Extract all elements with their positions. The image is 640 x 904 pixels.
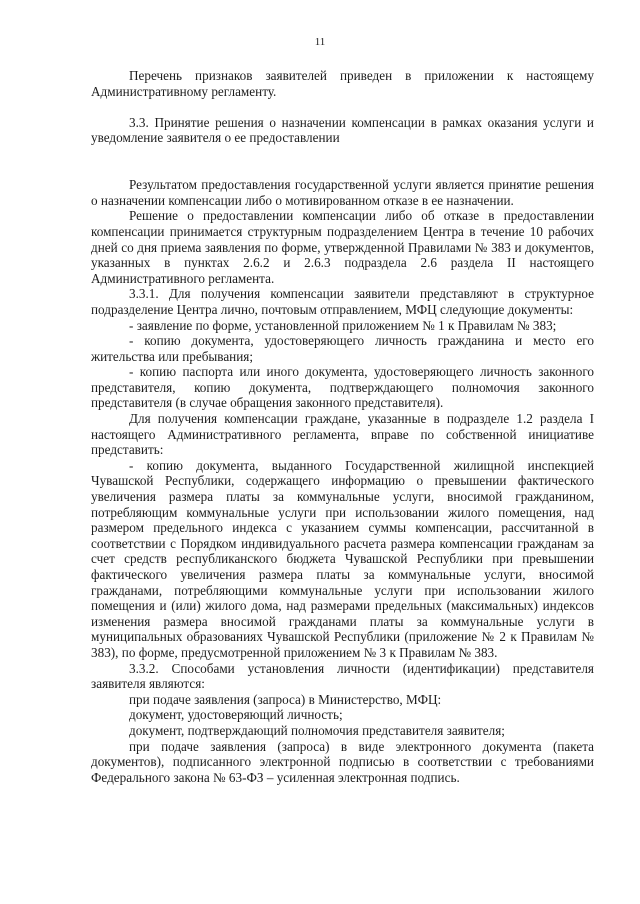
paragraph-authority-document: документ, подтверждающий полномочия представителя заявителя; xyxy=(129,722,505,738)
paragraph-electronic: при подаче заявления (запроса) в виде электронного документа (пакета документов), подписанного электронной подписью в соответствии с требованиями Федерального закона № 63-ФЗ – усиленная электронная подпись. xyxy=(91,738,594,785)
paragraph-optional-docs: Для получения компенсации граждане, указанные в подразделе 1.2 раздела I настоящего Административного регламента, вправе по собственной инициативе представить: xyxy=(91,411,594,458)
list-item-passport-copy: - копию паспорта или иного документа, удостоверяющего личность законного представителя, копию документа, подтверждающего полномочия законного представителя (в случае обращения законного представителя). xyxy=(91,364,594,411)
list-item-id-copy: - копию документа, удостоверяющего личность гражданина и место его жительства или пребывания; xyxy=(91,333,594,364)
paragraph-decision: Решение о предоставлении компенсации либо об отказе в предоставлении компенсации принимается структурным подразделением Центра в течение 10 рабочих дней со дня приема заявления по форме, утвержденной Правилами № 383 и документов, указанных в пунктах 2.6.2 и 2.6.3 подраздела 2.6 раздела II настоящего Административного регламента. xyxy=(91,208,594,286)
paragraph-applicant-signs: Перечень признаков заявителей приведен в приложении к настоящему Административному регламенту. xyxy=(91,68,594,99)
document-body xyxy=(91,68,594,785)
paragraph-result: Результатом предоставления государственной услуги является принятие решения о назначении компенсации либо о мотивированном отказе в ее назначении. xyxy=(91,177,594,208)
page-number: 11 xyxy=(314,36,326,48)
paragraph-id-document: документ, удостоверяющий личность; xyxy=(129,707,343,723)
paragraph-3-3-2: 3.3.2. Способами установления личности (идентификации) представителя заявителя являются: xyxy=(91,660,594,692)
list-item-application: - заявление по форме, установленной приложением № 1 к Правилам № 383; xyxy=(129,317,557,333)
paragraph-3-3-1: 3.3.1. Для получения компенсации заявители представляют в структурное подразделение Центра лично, почтовым отправлением, МФЦ следующие документы: xyxy=(91,286,594,317)
spacer xyxy=(91,99,594,115)
paragraph-in-person: при подаче заявления (запроса) в Министерство, МФЦ: xyxy=(129,691,442,707)
spacer xyxy=(91,162,594,178)
list-item-inspection-doc: - копию документа, выданного Государственной жилищной инспекцией Чувашской Республики, содержащего информацию о превышении фактического увеличения размера платы за коммунальные услуги, вносимой гражданином, потребляющим коммунальные услуги при использовании жилого помещения, над размером предельного индекса с указанием суммы компенсации, рассчитанной в соответствии с Порядком индивидуального расчета размера компенсации гражданам за счет средств республиканского бюджета Чувашской Республики при превышении фактического увеличения размера платы за коммунальные услуги, вносимой гражданами, потребляющими коммунальные услуги при использовании жилого помещения и (или) жилого дома, над размерами предельных (максимальных) индексов изменения размера вносимой гражданами платы за коммунальные услуги в муниципальных образованиях Чувашской Республики (приложение № 2 к Правилам № 383), по форме, предусмотренной приложением № 3 к Правилам № 383. xyxy=(91,457,594,660)
section-heading-3-3: 3.3. Принятие решения о назначении компенсации в рамках оказания услуги и уведомление заявителя о ее предоставлении xyxy=(91,114,594,146)
spacer xyxy=(91,146,594,162)
